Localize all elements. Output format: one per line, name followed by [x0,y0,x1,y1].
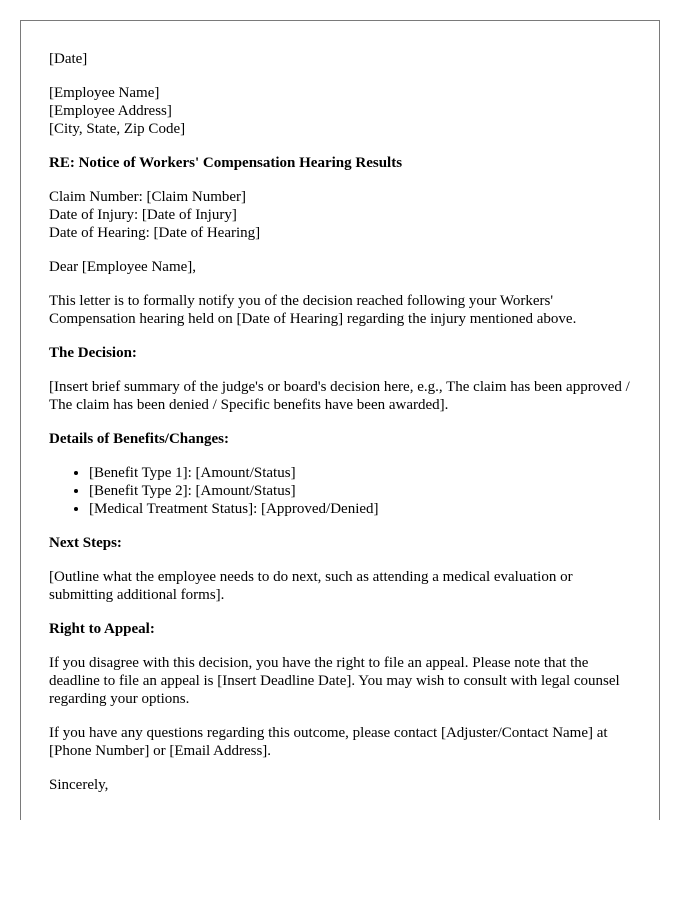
decision-text: [Insert brief summary of the judge's or board's decision here, e.g., The claim has been approved / The claim has been denied / Specific benefits have been awarded]. [49,379,630,413]
benefit-item: • [Medical Treatment Status]: [Approved/Denied] [89,500,639,518]
appeal-heading: Right to Appeal: [49,621,155,637]
decision-heading: The Decision: [49,345,137,361]
next-steps-heading: Next Steps: [49,535,122,551]
appeal-text: If you disagree with this decision, you have the right to file an appeal. Please note that the deadline to file an appeal is [Insert Deadline Date]. You may wish to consult with legal counsel regarding your options. [49,655,620,707]
benefit-item: • [Benefit Type 1]: [Amount/Status] [89,464,639,482]
date-of-hearing: Date of Hearing: [Date of Hearing] [49,225,261,241]
subject-line: RE: Notice of Workers' Compensation Hearing Results [49,155,403,171]
closing: Sincerely, [49,777,109,793]
recipient-block [49,84,639,138]
next-steps-text: [Outline what the employee needs to do next, such as attending a medical evaluation or submitting additional forms]. [49,569,573,603]
letter-page [20,20,660,820]
salutation: Dear [Employee Name], [49,259,197,275]
letter-body [49,50,639,810]
date-of-injury: Date of Injury: [Date of Injury] [49,207,237,223]
benefits-list [49,464,639,518]
benefits-heading: Details of Benefits/Changes: [49,431,229,447]
claim-info-block [49,188,639,242]
recipient-address: [Employee Address] [49,103,172,119]
benefit-item: • [Benefit Type 2]: [Amount/Status] [89,482,639,500]
recipient-city-state-zip: [City, State, Zip Code] [49,121,186,137]
contact-paragraph: If you have any questions regarding this outcome, please contact [Adjuster/Contact Name] at [Phone Number] or [Email Address]. [49,725,608,759]
letter-date: [Date] [49,51,88,67]
claim-number: Claim Number: [Claim Number] [49,189,247,205]
recipient-name: [Employee Name] [49,85,160,101]
intro-paragraph: This letter is to formally notify you of the decision reached following your Workers' Compensation hearing held on [Date of Hearing] regarding the injury mentioned above. [49,293,577,327]
